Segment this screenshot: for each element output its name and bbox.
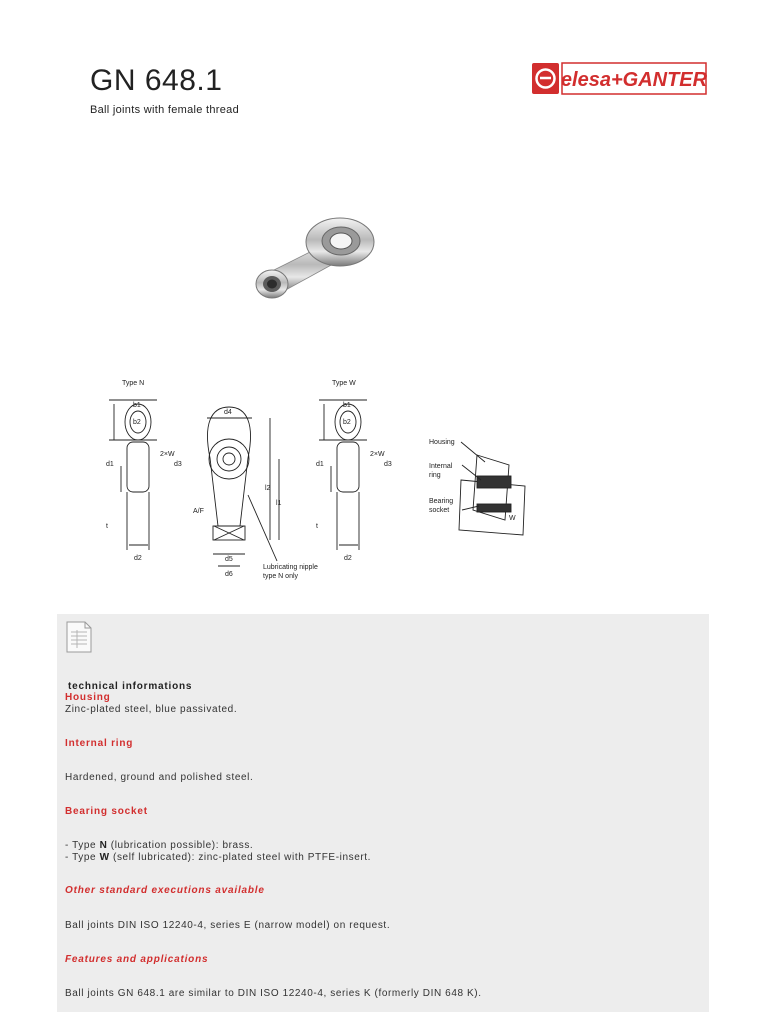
features-text: Ball joints GN 648.1 are similar to DIN ISO 12240-4, series K (formerly DIN 648 K). [65,988,482,999]
type-n-label: Type N [122,380,145,387]
dim-d2: d2 [134,555,142,562]
dim-d3-w: d3 [384,461,392,468]
info-heading: technical informations [68,681,193,692]
callout-bearing-line2: socket [429,507,450,514]
callout-internal-line2: ring [429,472,441,479]
type-w-label: Type W [332,380,356,387]
dim-t-w: t [316,523,318,530]
dim-t: t [106,523,108,530]
other-executions-label: Other standard executions available [65,885,265,896]
bearing-socket-label: Bearing socket [65,806,148,817]
dim-angle-w: 2×W [370,451,385,458]
dim-d2-w: d2 [344,555,352,562]
dim-d3: d3 [174,461,182,468]
internal-ring-text: Hardened, ground and polished steel. [65,772,254,783]
document-icon [65,620,93,654]
internal-ring-label: Internal ring [65,738,134,749]
callout-nipple-line2: type N only [263,573,299,580]
page-subtitle: Ball joints with female thread [90,104,240,116]
housing-label: Housing [65,692,111,703]
dim-l1: l1 [276,500,282,507]
callout-bearing-line1: Bearing [429,498,454,505]
dim-b2: b2 [133,419,141,426]
dim-l2: l2 [265,485,271,492]
technical-drawing [95,370,535,590]
dim-angle: 2×W [160,451,175,458]
callout-w: W [509,515,516,522]
dim-b1: b1 [133,402,141,409]
brand-logo [531,62,707,95]
features-label: Features and applications [65,954,209,965]
callout-internal-line1: Internal [429,463,453,470]
dim-d4: d4 [224,409,232,416]
callout-nipple-line1: Lubricating nipple [263,564,318,571]
other-executions-text: Ball joints DIN ISO 12240-4, series E (narrow model) on request. [65,920,391,931]
dim-b2-w: b2 [343,419,351,426]
dim-d1-w: d1 [316,461,324,468]
product-photo [248,212,398,312]
bearing-socket-line-1: - Type N (lubrication possible): brass. [65,840,254,851]
dim-d1: d1 [106,461,114,468]
page-title: GN 648.1 [90,64,223,97]
dim-b1-w: b1 [343,402,351,409]
dim-d6: d6 [225,571,233,578]
callout-housing: Housing [429,439,455,446]
logo-wordmark: elesa+GANTER [560,69,707,91]
bearing-socket-line-2: - Type W (self lubricated): zinc-plated steel with PTFE-insert. [65,852,372,863]
technical-info-panel [57,614,709,1012]
dim-af: A/F [193,508,204,515]
dim-d5: d5 [225,556,233,563]
housing-text: Zinc-plated steel, blue passivated. [65,704,238,715]
